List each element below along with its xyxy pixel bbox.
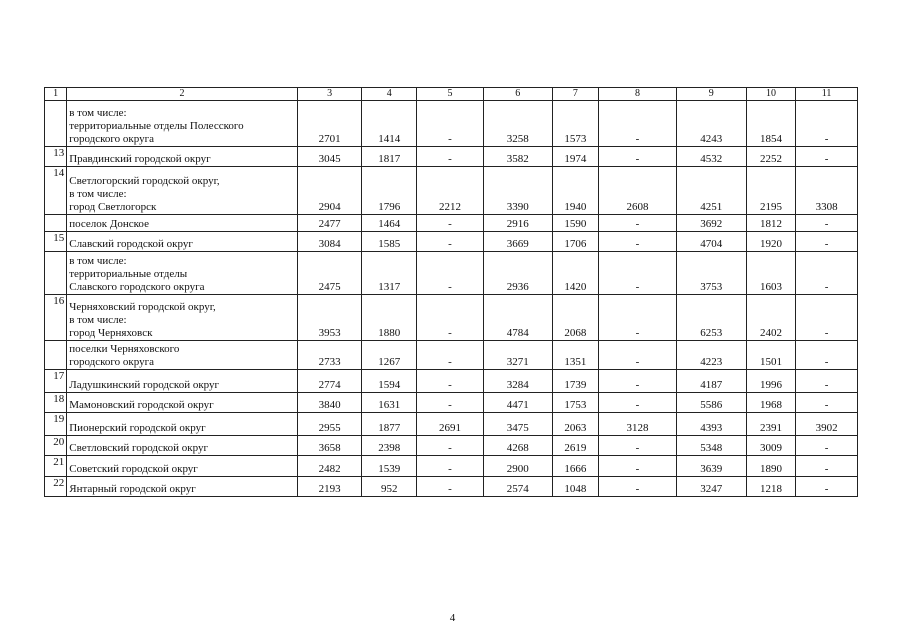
district-name-cell: Славский городской округ — [67, 232, 298, 252]
value-cell-col-7: 2063 — [552, 413, 599, 436]
value-cell-col-4: 1877 — [362, 413, 417, 436]
value-cell-col-7: 2619 — [552, 436, 599, 456]
column-number-9: 9 — [676, 88, 746, 101]
value-cell-col-6: 3284 — [483, 370, 552, 393]
value-cell-col-4: 1539 — [362, 456, 417, 477]
value-cell-col-5: - — [417, 341, 484, 370]
value-cell-col-9: 3753 — [676, 252, 746, 295]
row-index-cell — [45, 101, 67, 147]
value-cell-col-7: 1573 — [552, 101, 599, 147]
value-cell-col-5: - — [417, 101, 484, 147]
value-cell-col-8: - — [599, 295, 677, 341]
value-cell-col-10: 1890 — [746, 456, 796, 477]
value-cell-col-7: 1420 — [552, 252, 599, 295]
row-index-cell: 20 — [45, 436, 67, 456]
value-cell-col-8: - — [599, 341, 677, 370]
column-number-5: 5 — [417, 88, 484, 101]
page-number: 4 — [449, 612, 456, 624]
value-cell-col-11: - — [796, 370, 858, 393]
table-row — [45, 477, 858, 497]
row-index-cell: 19 — [45, 413, 67, 436]
value-cell-col-11: - — [796, 436, 858, 456]
value-cell-col-6: 3271 — [483, 341, 552, 370]
district-name-cell: Ладушкинский городской округ — [67, 370, 298, 393]
row-index-cell: 16 — [45, 295, 67, 341]
column-number-1: 1 — [45, 88, 67, 101]
value-cell-col-11: - — [796, 147, 858, 167]
value-cell-col-10: 1920 — [746, 232, 796, 252]
district-name-cell: Правдинский городской округ — [67, 147, 298, 167]
district-name-cell: Янтарный городской округ — [67, 477, 298, 497]
value-cell-col-3: 2955 — [297, 413, 362, 436]
value-cell-col-4: 1317 — [362, 252, 417, 295]
value-cell-col-11: 3902 — [796, 413, 858, 436]
row-index-cell — [45, 252, 67, 295]
value-cell-col-8: - — [599, 436, 677, 456]
value-cell-col-8: - — [599, 215, 677, 232]
value-cell-col-11: - — [796, 456, 858, 477]
district-name-cell: Мамоновский городской округ — [67, 393, 298, 413]
district-name-cell: в том числе: территориальные отделы Полесского городского округа — [67, 101, 298, 147]
value-cell-col-6: 2900 — [483, 456, 552, 477]
value-cell-col-3: 2482 — [297, 456, 362, 477]
value-cell-col-11: - — [796, 101, 858, 147]
value-cell-col-11: - — [796, 215, 858, 232]
value-cell-col-11: - — [796, 341, 858, 370]
table-body — [45, 88, 858, 497]
value-cell-col-5: - — [417, 477, 484, 497]
value-cell-col-7: 1974 — [552, 147, 599, 167]
value-cell-col-7: 1666 — [552, 456, 599, 477]
value-cell-col-9: 4393 — [676, 413, 746, 436]
value-cell-col-3: 2904 — [297, 167, 362, 215]
table-row — [45, 252, 858, 295]
value-cell-col-5: - — [417, 456, 484, 477]
district-name-cell: Черняховский городской округ, в том числе: город Черняховск — [67, 295, 298, 341]
row-index-cell: 14 — [45, 167, 67, 215]
value-cell-col-5: 2691 — [417, 413, 484, 436]
value-cell-col-3: 3045 — [297, 147, 362, 167]
district-name-cell: поселок Донское — [67, 215, 298, 232]
value-cell-col-5: - — [417, 232, 484, 252]
value-cell-col-5: - — [417, 393, 484, 413]
value-cell-col-9: 5348 — [676, 436, 746, 456]
value-cell-col-8: 2608 — [599, 167, 677, 215]
value-cell-col-11: - — [796, 252, 858, 295]
value-cell-col-9: 4243 — [676, 101, 746, 147]
row-index-cell: 13 — [45, 147, 67, 167]
data-table — [44, 87, 858, 497]
row-index-cell: 15 — [45, 232, 67, 252]
value-cell-col-10: 1968 — [746, 393, 796, 413]
value-cell-col-4: 1594 — [362, 370, 417, 393]
value-cell-col-4: 1817 — [362, 147, 417, 167]
value-cell-col-7: 1753 — [552, 393, 599, 413]
value-cell-col-5: - — [417, 436, 484, 456]
value-cell-col-7: 1351 — [552, 341, 599, 370]
district-name-cell: Светловский городской округ — [67, 436, 298, 456]
value-cell-col-9: 4251 — [676, 167, 746, 215]
value-cell-col-4: 952 — [362, 477, 417, 497]
value-cell-col-8: - — [599, 393, 677, 413]
value-cell-col-6: 3475 — [483, 413, 552, 436]
table-row — [45, 413, 858, 436]
value-cell-col-3: 3658 — [297, 436, 362, 456]
value-cell-col-10: 1996 — [746, 370, 796, 393]
value-cell-col-11: - — [796, 295, 858, 341]
value-cell-col-8: - — [599, 477, 677, 497]
value-cell-col-10: 1854 — [746, 101, 796, 147]
value-cell-col-7: 1739 — [552, 370, 599, 393]
value-cell-col-4: 1631 — [362, 393, 417, 413]
value-cell-col-10: 2195 — [746, 167, 796, 215]
value-cell-col-5: - — [417, 370, 484, 393]
value-cell-col-6: 3582 — [483, 147, 552, 167]
value-cell-col-4: 1585 — [362, 232, 417, 252]
value-cell-col-8: - — [599, 101, 677, 147]
value-cell-col-6: 2574 — [483, 477, 552, 497]
value-cell-col-4: 1464 — [362, 215, 417, 232]
value-cell-col-11: - — [796, 232, 858, 252]
value-cell-col-5: - — [417, 215, 484, 232]
value-cell-col-8: - — [599, 147, 677, 167]
table-row — [45, 393, 858, 413]
column-number-6: 6 — [483, 88, 552, 101]
table-row — [45, 436, 858, 456]
value-cell-col-4: 1796 — [362, 167, 417, 215]
value-cell-col-4: 2398 — [362, 436, 417, 456]
value-cell-col-10: 1501 — [746, 341, 796, 370]
value-cell-col-10: 2402 — [746, 295, 796, 341]
value-cell-col-6: 2916 — [483, 215, 552, 232]
value-cell-col-4: 1414 — [362, 101, 417, 147]
value-cell-col-3: 2733 — [297, 341, 362, 370]
column-number-4: 4 — [362, 88, 417, 101]
value-cell-col-9: 6253 — [676, 295, 746, 341]
value-cell-col-7: 1940 — [552, 167, 599, 215]
value-cell-col-8: - — [599, 252, 677, 295]
value-cell-col-10: 1218 — [746, 477, 796, 497]
table-row — [45, 147, 858, 167]
value-cell-col-9: 5586 — [676, 393, 746, 413]
value-cell-col-11: 3308 — [796, 167, 858, 215]
row-index-cell: 21 — [45, 456, 67, 477]
value-cell-col-7: 1706 — [552, 232, 599, 252]
table-row — [45, 370, 858, 393]
row-index-cell — [45, 215, 67, 232]
value-cell-col-4: 1880 — [362, 295, 417, 341]
value-cell-col-4: 1267 — [362, 341, 417, 370]
value-cell-col-8: - — [599, 456, 677, 477]
column-number-10: 10 — [746, 88, 796, 101]
column-number-7: 7 — [552, 88, 599, 101]
column-number-header-row — [45, 88, 858, 101]
value-cell-col-10: 2391 — [746, 413, 796, 436]
value-cell-col-3: 2774 — [297, 370, 362, 393]
row-index-cell — [45, 341, 67, 370]
value-cell-col-11: - — [796, 393, 858, 413]
table-row — [45, 167, 858, 215]
district-name-cell: в том числе: территориальные отделы Славского городского округа — [67, 252, 298, 295]
row-index-cell: 22 — [45, 477, 67, 497]
value-cell-col-5: - — [417, 252, 484, 295]
value-cell-col-3: 3084 — [297, 232, 362, 252]
value-cell-col-6: 4268 — [483, 436, 552, 456]
value-cell-col-8: 3128 — [599, 413, 677, 436]
value-cell-col-6: 2936 — [483, 252, 552, 295]
value-cell-col-6: 4471 — [483, 393, 552, 413]
value-cell-col-7: 1048 — [552, 477, 599, 497]
value-cell-col-6: 3390 — [483, 167, 552, 215]
value-cell-col-10: 1603 — [746, 252, 796, 295]
value-cell-col-3: 3953 — [297, 295, 362, 341]
district-name-cell: поселки Черняховского городского округа — [67, 341, 298, 370]
value-cell-col-3: 2477 — [297, 215, 362, 232]
value-cell-col-8: - — [599, 370, 677, 393]
value-cell-col-3: 2193 — [297, 477, 362, 497]
value-cell-col-5: - — [417, 295, 484, 341]
table-row — [45, 101, 858, 147]
column-number-3: 3 — [297, 88, 362, 101]
value-cell-col-3: 2701 — [297, 101, 362, 147]
table-row — [45, 215, 858, 232]
value-cell-col-11: - — [796, 477, 858, 497]
value-cell-col-6: 3669 — [483, 232, 552, 252]
column-number-11: 11 — [796, 88, 858, 101]
table-row — [45, 295, 858, 341]
value-cell-col-6: 3258 — [483, 101, 552, 147]
value-cell-col-10: 3009 — [746, 436, 796, 456]
table-row — [45, 341, 858, 370]
value-cell-col-3: 2475 — [297, 252, 362, 295]
column-number-8: 8 — [599, 88, 677, 101]
value-cell-col-9: 4187 — [676, 370, 746, 393]
value-cell-col-10: 2252 — [746, 147, 796, 167]
district-name-cell: Светлогорский городской округ, в том числе: город Светлогорск — [67, 167, 298, 215]
value-cell-col-9: 3247 — [676, 477, 746, 497]
value-cell-col-5: - — [417, 147, 484, 167]
value-cell-col-8: - — [599, 232, 677, 252]
value-cell-col-10: 1812 — [746, 215, 796, 232]
value-cell-col-7: 1590 — [552, 215, 599, 232]
value-cell-col-9: 3692 — [676, 215, 746, 232]
district-name-cell: Советский городской округ — [67, 456, 298, 477]
value-cell-col-9: 4704 — [676, 232, 746, 252]
table-row — [45, 456, 858, 477]
district-name-cell: Пионерский городской округ — [67, 413, 298, 436]
column-number-2: 2 — [67, 88, 298, 101]
value-cell-col-9: 4223 — [676, 341, 746, 370]
value-cell-col-3: 3840 — [297, 393, 362, 413]
value-cell-col-7: 2068 — [552, 295, 599, 341]
value-cell-col-9: 4532 — [676, 147, 746, 167]
row-index-cell: 17 — [45, 370, 67, 393]
value-cell-col-5: 2212 — [417, 167, 484, 215]
value-cell-col-6: 4784 — [483, 295, 552, 341]
row-index-cell: 18 — [45, 393, 67, 413]
value-cell-col-9: 3639 — [676, 456, 746, 477]
table-row — [45, 232, 858, 252]
